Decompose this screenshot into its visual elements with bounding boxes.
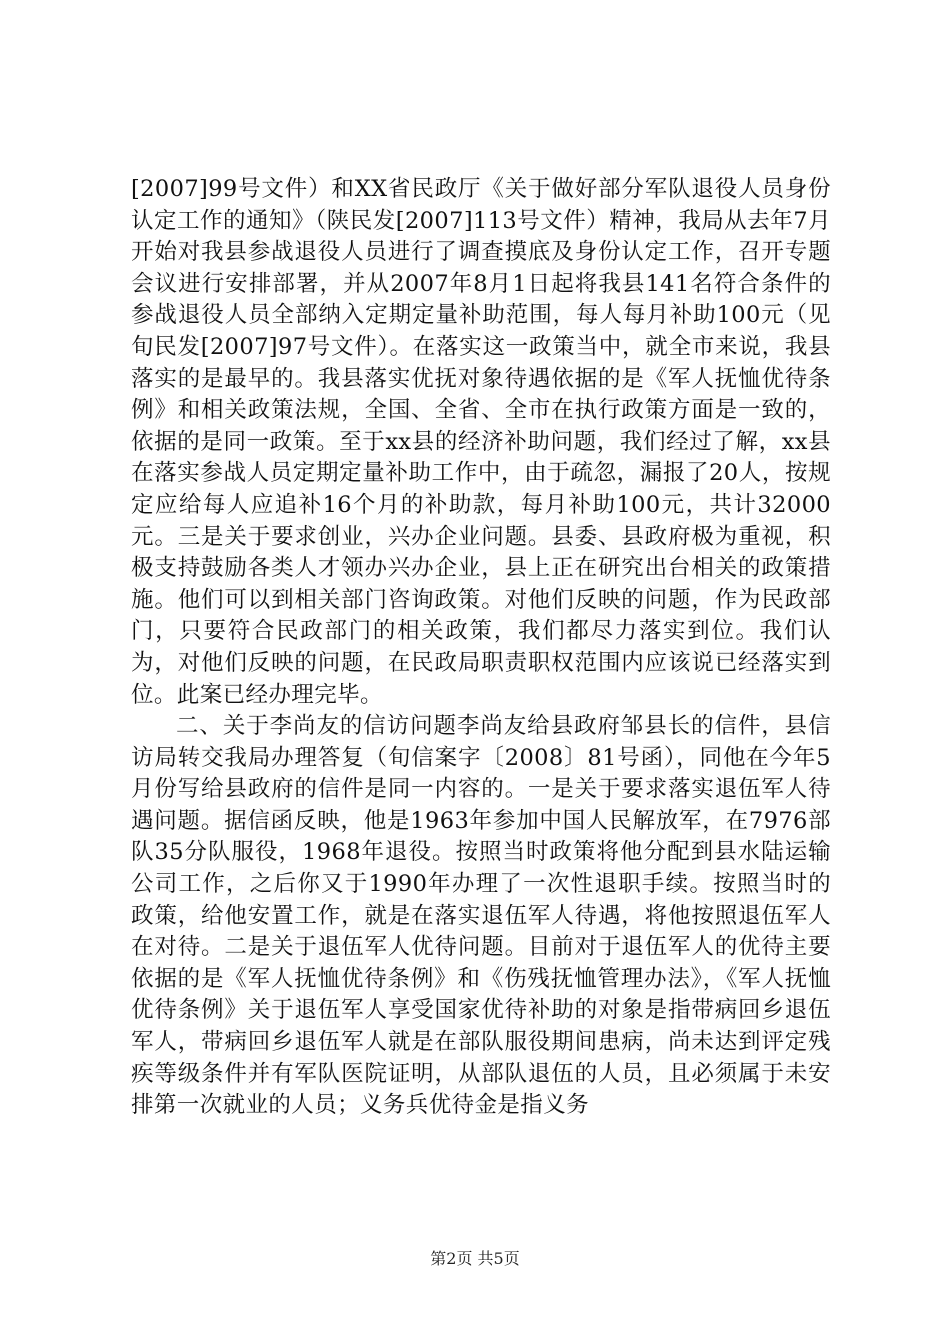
paragraph-1: [2007]99号文件）和XX省民政厅《关于做好部分军队退役人员身份认定工作的通知》（陕民发[2007]113号文件）精神，我局从去年7月开始对我县参战退役人员进行了调查摸底及身份认定工作，召开专题会议进行安排部署，并从2007年8月1日起将我县141名符合条件的参战退役人员全部纳入定期定量补助范围，每人每月补助100元（见旬民发[2007]97号文件）。在落实这一政策当中，就全市来说，我县落实的是最早的。我县落实优抚对象待遇依据的是《军人抚恤优待条例》和相关政策法规，全国、全省、全市在执行政策方面是一致的，依据的是同一政策。至于xx县的经济补助问题，我们经过了解，xx县在落实参战人员定期定量补助工作中，由于疏忽，漏报了20人，按规定应给每人应追补16个月的补助款，每月补助100元，共计32000元。三是关于要求创业，兴办企业问题。县委、县政府极为重视，积极支持鼓励各类人才领办兴办企业，县上正在研究出台相关的政策措施。他们可以到相关部门咨询政策。对他们反映的问题，作为民政部门，只要符合民政部门的相关政策，我们都尽力落实到位。我们认为，对他们反映的问题，在民政局职责职权范围内应该说已经落实到位。此案已经办理完毕。 — [131, 176, 831, 708]
page-footer: 第2页 共5页 — [430, 1249, 520, 1268]
document-body — [131, 174, 831, 1122]
paragraph-2: 二、关于李尚友的信访问题李尚友给县政府邹县长的信件，县信访局转交我局办理答复（旬信案字〔2008〕81号函），同他在今年5月份写给县政府的信件是同一内容的。一是关于要求落实退伍军人待遇问题。据信函反映，他是1963年参加中国人民解放军，在7976部队35分队服役，1968年退役。按照当时政策将他分配到县水陆运输公司工作，之后你又于1990年办理了一次性退职手续。按照当时的政策，给他安置工作，就是在落实退伍军人待遇，将他按照退伍军人在对待。二是关于退伍军人优待问题。目前对于退伍军人的优待主要依据的是《军人抚恤优待条例》和《伤残抚恤管理办法》，《军人抚恤优待条例》关于退伍军人享受国家优待补助的对象是指带病回乡退伍军人，带病回乡退伍军人就是在部队服役期间患病，尚未达到评定残疾等级条件并有军队医院证明，从部队退伍的人员，且必须属于未安排第一次就业的人员；义务兵优待金是指义务 — [131, 713, 831, 1119]
